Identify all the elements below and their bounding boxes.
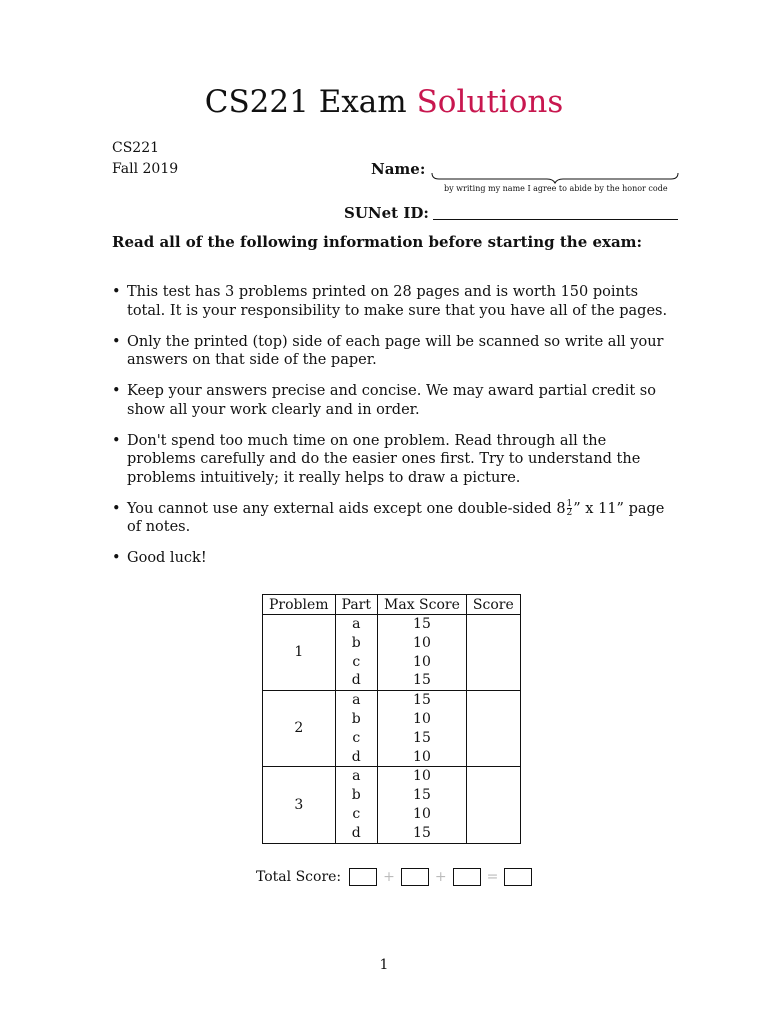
part-cell: a: [335, 691, 377, 710]
max-score-cell: 15: [378, 729, 467, 748]
plus-sign: +: [434, 869, 447, 885]
part-cell: d: [335, 671, 377, 690]
term: Fall 2019: [112, 161, 179, 177]
max-score-cell: 10: [378, 634, 467, 653]
list-item: [112, 549, 678, 568]
total-box-1[interactable]: [349, 868, 377, 886]
max-score-cell: 10: [378, 767, 467, 786]
list-item-rest: ” x 11” page of notes.: [127, 500, 665, 535]
max-score-cell: 15: [378, 824, 467, 843]
total-score-label: Total Score:: [256, 869, 342, 885]
instructions-list: [112, 283, 678, 580]
max-score-cell: 10: [378, 710, 467, 729]
column-header: Part: [335, 595, 377, 615]
title-accent: Solutions: [416, 84, 564, 120]
fraction-numerator: 1: [566, 499, 573, 509]
equals-sign: =: [486, 869, 499, 885]
part-cell: b: [335, 634, 377, 653]
problem-number: 1: [263, 615, 336, 691]
column-header: Max Score: [378, 595, 467, 615]
table-row: [263, 767, 521, 786]
list-item-text: Don't spend too much time on one problem. Read through all the problems carefully and do the easier ones first. Try to understand the problems intuitively; it really helps to draw a picture.: [127, 432, 641, 486]
honor-code-note: by writing my name I agree to abide by the honor code: [444, 184, 668, 193]
problem-number: 3: [263, 767, 336, 843]
score-cell[interactable]: [466, 691, 520, 767]
bullet-icon: •: [112, 550, 121, 566]
list-item-text: Keep your answers precise and concise. We may award partial credit so show all your work clearly and in order.: [127, 383, 656, 418]
sunet-field[interactable]: [433, 201, 678, 220]
column-header: Problem: [263, 595, 336, 615]
list-item-text: Good luck!: [127, 550, 207, 566]
table-header-row: [263, 595, 521, 615]
page-title: [0, 84, 768, 120]
title-main: CS221 Exam: [204, 84, 407, 120]
list-item-text: [127, 501, 664, 536]
name-label: Name:: [371, 160, 426, 178]
total-score: [256, 868, 536, 886]
max-score-cell: 15: [378, 671, 467, 690]
sunet-label: SUNet ID:: [344, 204, 429, 222]
list-item-text: This test has 3 problems printed on 28 pages and is worth 150 points total. It is your responsibility to make sure that you have all of the pages.: [127, 284, 668, 319]
bullet-icon: •: [112, 284, 121, 300]
max-score-cell: 15: [378, 786, 467, 805]
part-cell: d: [335, 824, 377, 843]
list-item: [112, 432, 678, 488]
part-cell: a: [335, 767, 377, 786]
instructions-heading: Read all of the following information before starting the exam:: [112, 233, 643, 251]
list-item-lead: You cannot use any external aids except one double-sided 8: [127, 500, 566, 517]
list-item: [112, 382, 678, 419]
bullet-icon: •: [112, 432, 121, 449]
list-item: [112, 283, 678, 320]
part-cell: d: [335, 748, 377, 767]
fraction-denominator: 2: [566, 508, 573, 518]
table-row: [263, 691, 521, 710]
score-cell[interactable]: [466, 615, 520, 691]
list-item: [112, 500, 678, 537]
problem-number: 2: [263, 691, 336, 767]
course-name: CS221: [112, 140, 160, 156]
list-item: [112, 333, 678, 370]
part-cell: c: [335, 805, 377, 824]
list-item-text: Only the printed (top) side of each page will be scanned so write all your answers on that side of the paper.: [127, 333, 664, 368]
score-table: [262, 594, 521, 844]
problem-group: [263, 691, 521, 767]
problem-group: [263, 767, 521, 843]
max-score-cell: 10: [378, 805, 467, 824]
total-box-2[interactable]: [401, 868, 429, 886]
bullet-icon: •: [112, 383, 121, 399]
name-field[interactable]: [433, 150, 677, 174]
bullet-icon: •: [112, 333, 121, 350]
part-cell: b: [335, 786, 377, 805]
page-number: 1: [379, 957, 389, 973]
column-header: Score: [466, 595, 520, 615]
part-cell: c: [335, 729, 377, 748]
plus-sign: +: [383, 869, 395, 885]
total-box-sum[interactable]: [504, 868, 532, 886]
problem-group: [263, 615, 521, 691]
fraction: [567, 500, 573, 517]
part-cell: a: [335, 615, 377, 634]
max-score-cell: 10: [378, 748, 467, 767]
bullet-icon: •: [112, 500, 121, 517]
max-score-cell: 10: [378, 653, 467, 672]
part-cell: c: [335, 653, 377, 672]
table-row: [263, 615, 521, 634]
total-box-3[interactable]: [453, 868, 481, 886]
score-cell[interactable]: [466, 767, 520, 843]
max-score-cell: 15: [378, 691, 467, 710]
max-score-cell: 15: [378, 615, 467, 634]
part-cell: b: [335, 710, 377, 729]
